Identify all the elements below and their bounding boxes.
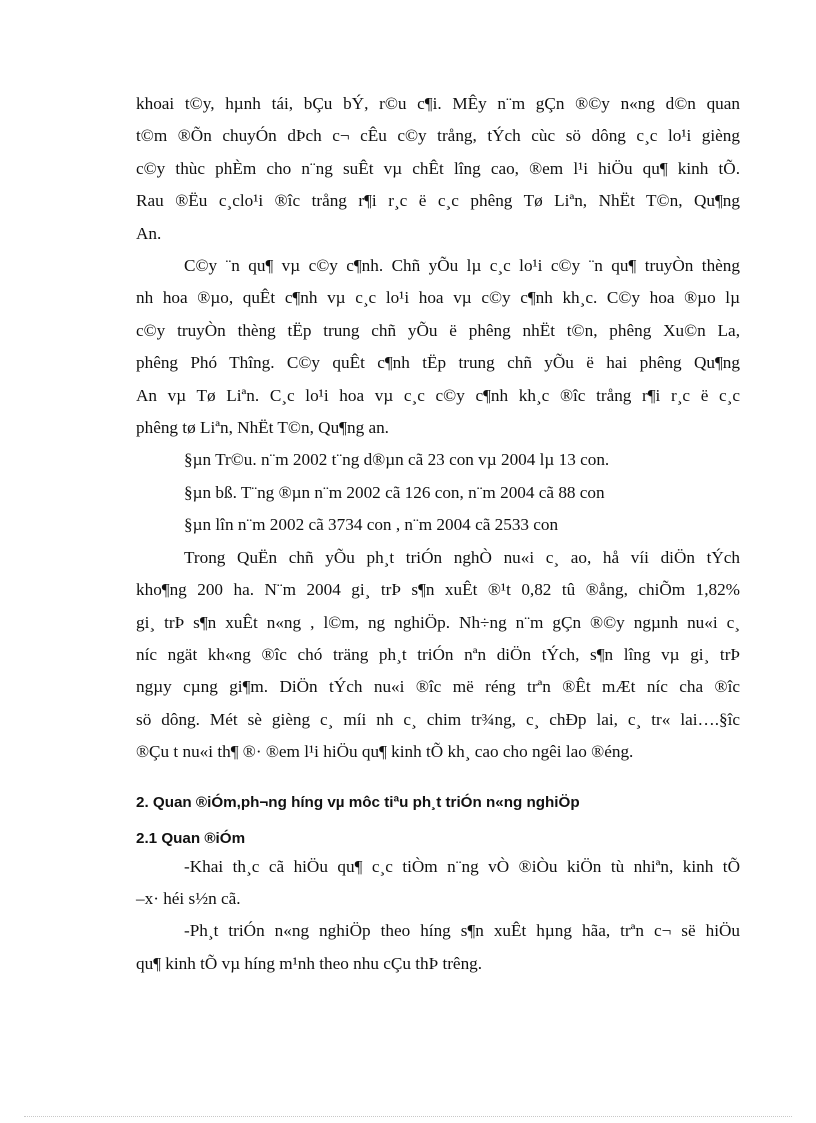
paragraph-buffalo: §µn Tr©u. n¨m 2002 t¨ng d®µn cã 23 con vµ 2004 lµ 13 con. bbox=[184, 450, 610, 470]
text-line: qu¶ kinh tÕ vµ híng m¹nh theo nhu cÇu thÞ trêng. bbox=[136, 953, 483, 973]
paragraph-viewpoint-2 bbox=[136, 915, 740, 980]
text-line: phêng tø Liªn, NhËt T©n, Qu¶ng an. bbox=[136, 418, 389, 438]
text-line: C©y ¨n qu¶ vµ c©y c¶nh. Chñ yÕu lµ c¸c lo¹i c©y ¨n qu¶ truyÒn thèng bbox=[184, 256, 740, 276]
text-line: c©y thùc phÈm cho n¨ng suÊt vµ chÊt lîng cao, ®em l¹i hiÖu qu¶ kinh tÕ. bbox=[136, 158, 740, 178]
text-line: c©y truyÒn thèng tËp trung chñ yÕu ë phêng nhËt t©n, phêng Xu©n La, bbox=[136, 320, 740, 340]
paragraph-fruit-trees bbox=[136, 250, 740, 444]
text-line: khoai t©y, hµnh tái, bÇu bÝ, r©u c¶i. MÊy n¨m gÇn ®©y n«ng d©n quan bbox=[136, 94, 740, 113]
text-line: –x· héi s½n cã. bbox=[136, 888, 241, 908]
text-line: sö dông. Mét sè gièng c¸ míi nh c¸ chim tr¾ng, c¸ chÐp lai, c¸ tr« lai….§îc bbox=[136, 709, 740, 729]
subsection-heading: 2.1 Quan ®iÓm bbox=[136, 829, 246, 847]
text-line: kho¶ng 200 ha. N¨m 2004 gi¸ trÞ s¶n xuÊt ®¹t 0,82 tû ®ång, chiÕm 1,82% bbox=[136, 580, 740, 600]
text-line: t©m ®Õn chuyÓn dÞch c¬ cÊu c©y trång, tÝch cùc sö dông c¸c lo¹i gièng bbox=[136, 126, 740, 146]
paragraph-fish-farming bbox=[136, 542, 740, 769]
text-line: nh hoa ®µo, quÊt c¶nh vµ c¸c lo¹i hoa vµ c©y c¶nh kh¸c. C©y hoa ®µo lµ bbox=[136, 288, 740, 308]
text-line: phêng Phó Thîng. C©y quÊt c¶nh tËp trung chñ yÕu ë hai phêng Qu¶ng bbox=[136, 353, 740, 373]
text-line: Trong QuËn chñ yÕu ph¸t triÓn nghÒ nu«i c¸ ao, hå víi diÖn tÝch bbox=[184, 547, 740, 567]
text-line: -Khai th¸c cã hiÖu qu¶ c¸c tiÒm n¨ng vÒ ®iÒu kiÖn tù nhiªn, kinh tÕ bbox=[184, 856, 740, 876]
text-line: ®Çu t nu«i th¶ ®· ®em l¹i hiÖu qu¶ kinh tÕ kh¸ cao cho ngêi lao ®éng. bbox=[136, 742, 634, 762]
section-heading: 2. Quan ®iÓm,ph¬ng híng vµ môc tiªu ph¸t triÓn n«ng nghiÖp bbox=[136, 793, 580, 811]
text-line: níc ngät kh«ng ®îc chó träng ph¸t triÓn nªn diÖn tÝch, s¶n lîng vµ gi¸ trÞ bbox=[136, 644, 740, 664]
text-line: Rau ®Ëu c¸clo¹i ®îc trång r¶i r¸c ë c¸c phêng Tø Liªn, NhËt T©n, Qu¶ng bbox=[136, 191, 740, 211]
paragraph-pigs: §µn lîn n¨m 2002 cã 3734 con , n¨m 2004 cã 2533 con bbox=[184, 515, 559, 535]
document-page bbox=[136, 88, 740, 980]
paragraph-vegetables bbox=[136, 88, 740, 250]
paragraph-viewpoint-1 bbox=[136, 851, 740, 916]
page-bottom-divider bbox=[24, 1116, 792, 1117]
paragraph-cattle: §µn bß. T¨ng ®µn n¨m 2002 cã 126 con, n¨m 2004 cã 88 con bbox=[184, 482, 605, 502]
text-line: An. bbox=[136, 223, 162, 243]
text-line: -Ph¸t triÓn n«ng nghiÖp theo híng s¶n xuÊt hµng hãa, trªn c¬ së hiÖu bbox=[184, 921, 740, 941]
text-line: ngµy cµng gi¶m. DiÖn tÝch nu«i ®îc më réng trªn ®Êt mÆt níc cha ®îc bbox=[136, 677, 740, 697]
text-line: An vµ Tø Liªn. C¸c lo¹i hoa vµ c¸c c©y c¶nh kh¸c ®îc trång r¶i r¸c ë c¸c bbox=[136, 385, 740, 405]
text-line: gi¸ trÞ s¶n xuÊt n«ng , l©m, ng nghiÖp. Nh÷ng n¨m gÇn ®©y ngµnh nu«i c¸ bbox=[136, 612, 740, 632]
